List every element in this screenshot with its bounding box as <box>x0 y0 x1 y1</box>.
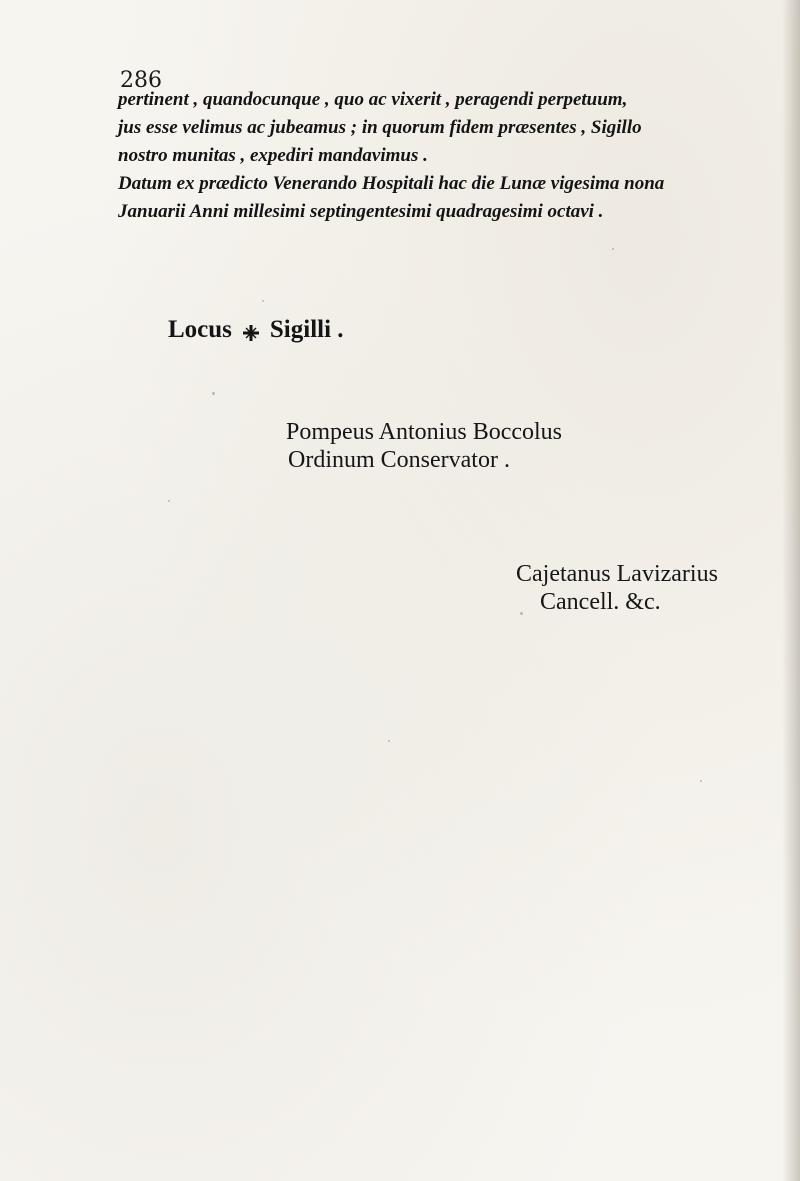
signature-name: Cajetanus Lavizarius <box>516 561 718 587</box>
seal-label-sigilli: Sigilli . <box>269 316 344 343</box>
signature-title: Cancell. &c. <box>540 589 661 615</box>
body-line: nostro munitas , expediri mandavimus . <box>118 145 428 166</box>
signature-conservator <box>286 418 562 474</box>
body-text <box>118 86 788 226</box>
signature-title: Ordinum Conservator . <box>288 447 510 473</box>
body-line: pertinent , quandocunque , quo ac vixerit , peragendi perpetuum, <box>118 89 628 110</box>
signature-chancellor <box>516 560 718 616</box>
body-line: Januarii Anni millesimi septingentesimi quadragesimi octavi . <box>118 201 604 222</box>
paper-speck <box>520 612 523 615</box>
cross-icon <box>242 321 260 339</box>
body-line: jus esse velimus ac jubeamus ; in quorum fidem præsentes , Sigillo <box>118 117 642 138</box>
paper-speck <box>700 780 702 782</box>
paper-speck <box>388 740 390 742</box>
signature-name: Pompeus Antonius Boccolus <box>286 419 563 445</box>
seal-placeholder <box>168 316 344 344</box>
page-number: 286 <box>120 68 162 93</box>
body-line: Datum ex prædicto Venerando Hospitali hac die Lunæ vigesima nona <box>118 173 665 194</box>
paper-speck <box>612 248 614 250</box>
paper-speck <box>262 300 264 302</box>
paper-speck <box>212 392 215 395</box>
paper-speck <box>168 500 170 502</box>
seal-label-locus: Locus <box>168 316 232 343</box>
